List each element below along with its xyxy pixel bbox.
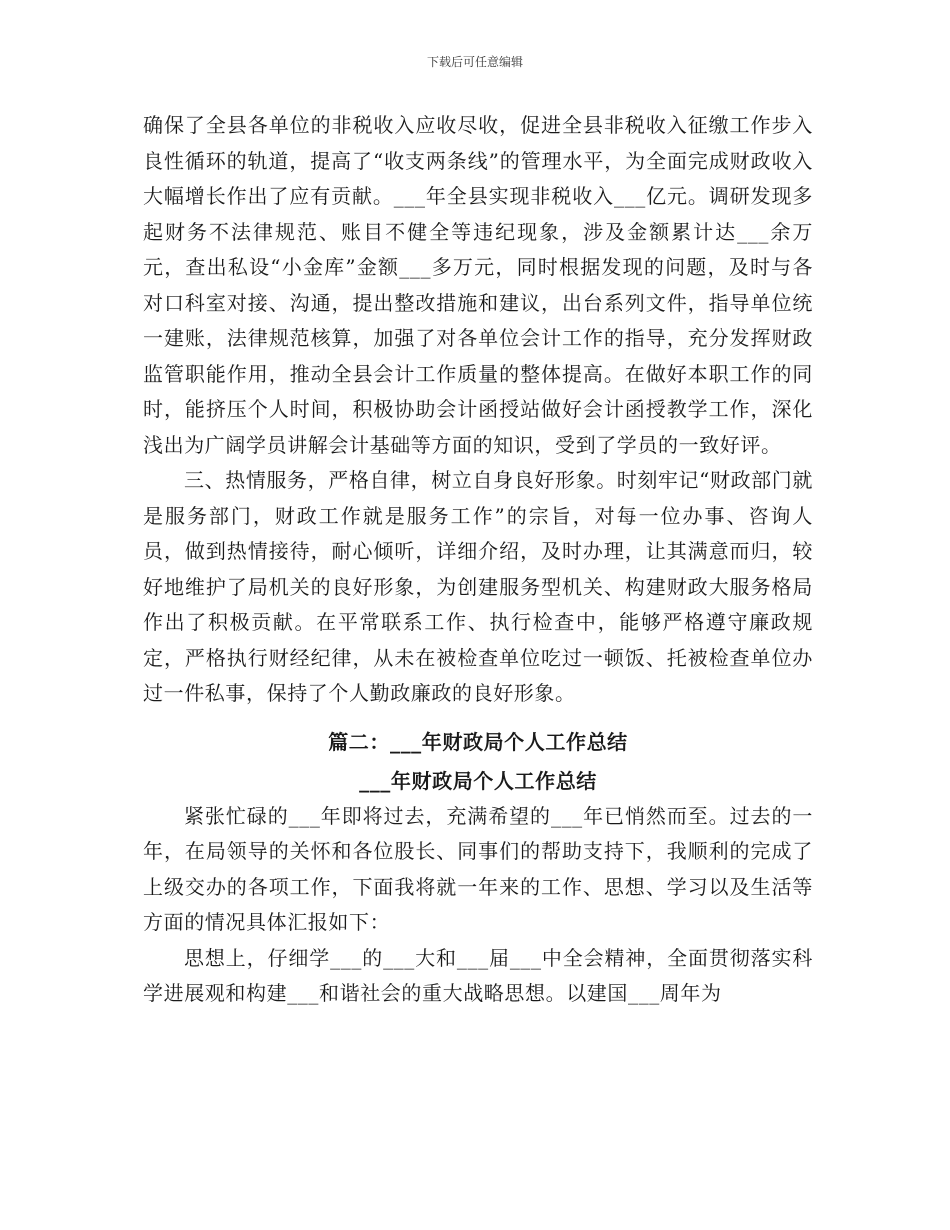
body-paragraph-4: 思想上，仔细学___的___大和___届___中全会精神，全面贯彻落实科学进展观和构建___和谐社会的重大战略思想。以建国___周年为	[143, 945, 813, 1005]
body-paragraph-3: 紧张忙碌的___年即将过去，充满希望的___年已悄然而至。过去的一年，在局领导的关怀和各位股长、同事们的帮助支持下，我顺利的完成了上级交办的各项工作，下面我将就一年来的工作、思想、学习以及生活等方面的情况具体汇报如下：	[143, 803, 813, 934]
page-header-note: 下载后可任意编辑	[426, 55, 523, 69]
section-heading: 篇二：___年财政局个人工作总结	[328, 729, 628, 754]
document-title: ___年财政局个人工作总结	[359, 768, 597, 793]
body-paragraph-2: 三、热情服务，严格自律，树立自身良好形象。时刻牢记“财政部门就是服务部门，财政工作就是服务工作”的宗旨，对每一位办事、咨询人员，做到热情接待，耐心倾听，详细介绍，及时办理，让其满意而归，较好地维护了局机关的良好形象，为创建服务型机关、构建财政大服务格局作出了积极贡献。在平常联系工作、执行检查中，能够严格遵守廉政规定，严格执行财经纪律，从未在被检查单位吃过一顿饭、托被检查单位办过一件私事，保持了个人勤政廉政的良好形象。	[143, 468, 813, 705]
document-body	[143, 108, 813, 1012]
body-paragraph-1: 确保了全县各单位的非税收入应收尽收，促进全县非税收入征缴工作步入良性循环的轨道，提高了“收支两条线”的管理水平，为全面完成财政收入大幅增长作出了应有贡献。___年全县实现非税收入___亿元。调研发现多起财务不法律规范、账目不健全等违纪现象，涉及金额累计达___余万元，查出私设“小金库”金额___多万元，同时根据发现的问题，及时与各对口科室对接、沟通，提出整改措施和建议，出台系列文件，指导单位统一建账，法律规范核算，加强了对各单位会计工作的指导，充分发挥财政监管职能作用，推动全县会计工作质量的整体提高。在做好本职工作的同时，能挤压个人时间，积极协助会计函授站做好会计函授教学工作，深化浅出为广阔学员讲解会计基础等方面的知识，受到了学员的一致好评。	[143, 113, 813, 457]
